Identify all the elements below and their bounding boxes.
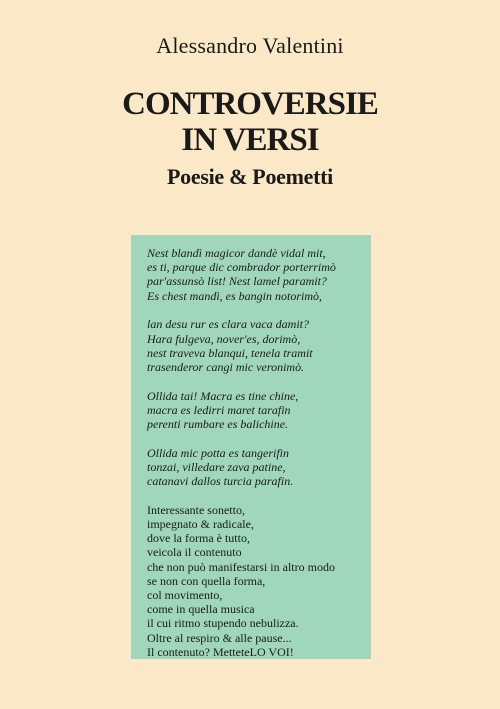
poem-line: il cui ritmo stupendo nebulizza. (147, 616, 299, 631)
poem-line: perenti rumbare es balichine. (147, 417, 289, 432)
poem-line: trasenderor cangi mic veronimò. (147, 359, 305, 374)
book-subtitle: Poesie & Poemetti (167, 164, 333, 189)
poem-line: Il contenuto? MetteteLO VOI! (147, 644, 294, 659)
poem-line: catanavi dallos turcia parafin. (147, 474, 294, 489)
book-title-line-1: CONTROVERSIE (122, 86, 378, 122)
poem-line: Ollida mic potta es tangerifin (147, 445, 289, 460)
poem-line: Ollida tai! Macra es tine chine, (147, 388, 299, 403)
poem-line: che non può manifestarsi in altro modo (147, 559, 335, 574)
poem-line: macra es ledirri maret tarafin (147, 402, 291, 417)
poem-line: nest traveva blanqui, tenela tramit (147, 345, 313, 360)
poem-stanza (147, 389, 371, 432)
poem-line: lan desu rur es clara vaca damit? (147, 317, 309, 332)
poem-line: Hara fulgeva, nover'es, dorimò, (147, 331, 301, 346)
poem-line: Es chest mandì, es bangin notorimò, (147, 288, 322, 303)
poem-stanza (147, 503, 371, 659)
poem-line: dove la forma è tutto, (147, 531, 250, 546)
poem-line: par'assunsò list! Nest lamel paramit? (147, 274, 327, 289)
poem-stanza (147, 317, 371, 374)
poem-line: Interessante sonetto, (147, 502, 245, 517)
poem-line: impegnato & radicale, (147, 517, 254, 532)
poem-line: es ti, parque dic combrador porterrimò (147, 260, 336, 275)
poem-stanza (147, 446, 371, 489)
poem-box (131, 235, 371, 659)
author-name: Alessandro Valentini (156, 33, 344, 58)
book-title (0, 86, 500, 158)
poem-line: Oltre al respiro & alle pause... (147, 630, 292, 645)
poem-line: veicola il contenuto (147, 545, 242, 560)
poem-line: se non con quella forma, (147, 573, 266, 588)
poem-line: come in quella musica (147, 602, 255, 617)
poem-stanza (147, 246, 371, 303)
poem-line: tonzai, villedare zava patine, (147, 459, 286, 474)
book-title-line-2: IN VERSI (181, 122, 319, 158)
poem-line: Nest blandì magicor dandè vidal mit, (147, 246, 326, 260)
poem-line: col movimento, (147, 588, 223, 603)
